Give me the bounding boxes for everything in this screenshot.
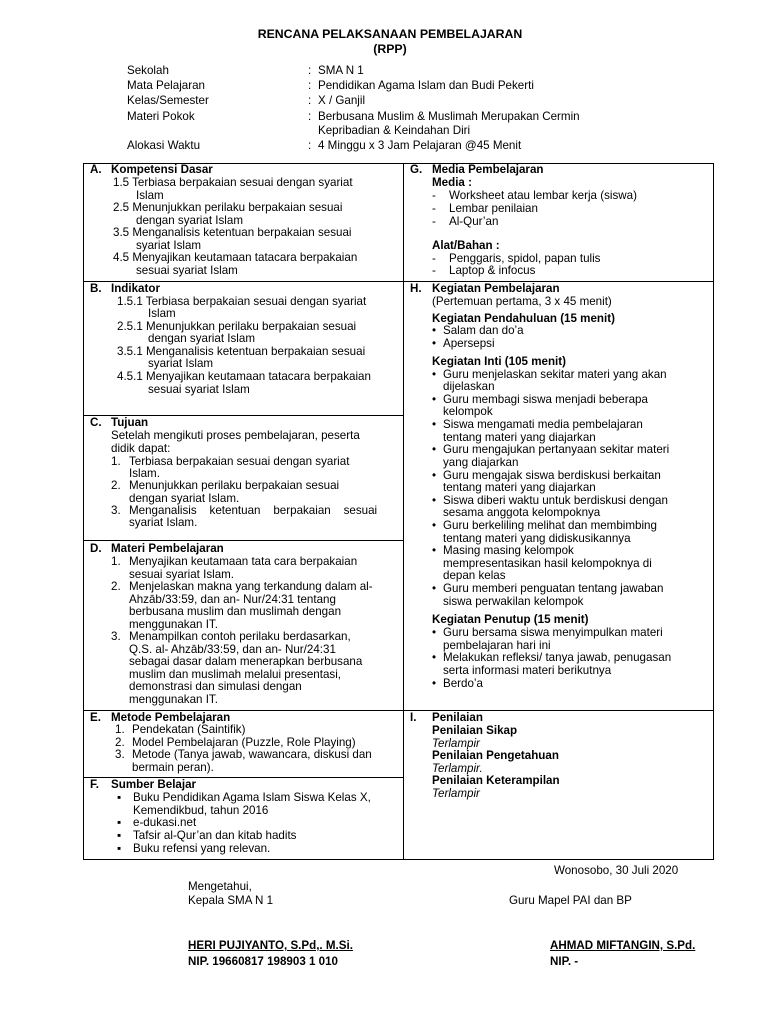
text-line: Tafsir al-Qur’an dan kitab hadits [133, 829, 297, 842]
meta-value: 4 Minggu x 3 Jam Pelajaran @45 Menit [318, 139, 522, 152]
section-letter: A. [90, 163, 102, 176]
section-letter: F. [90, 778, 100, 791]
bullet-icon: • [432, 418, 437, 431]
section-heading: Media Pembelajaran [432, 163, 544, 176]
section-heading: Kegiatan Pembelajaran [432, 282, 560, 295]
activity-line: tentang materi yang didiskusikannya [443, 532, 631, 545]
item-number: 3. [115, 748, 125, 761]
activity-line: siswa perwakilan kelompok [443, 595, 584, 608]
section-letter: B. [90, 282, 102, 295]
pendahuluan-heading: Kegiatan Pendahuluan (15 menit) [432, 312, 615, 325]
section-heading: Kompetensi Dasar [111, 163, 213, 176]
meta-value: X / Ganjil [318, 94, 366, 107]
text-line: Q.S. al- Ahzāb/33:59, dan an- Nur/24:31 [129, 643, 336, 656]
penutup-heading: Kegiatan Penutup (15 menit) [432, 613, 589, 626]
mengetahui-label: Mengetahui, [188, 880, 252, 893]
row-divider [83, 281, 714, 282]
activity-line: sesama anggota kelompoknya [443, 506, 601, 519]
activity-line: Melakukan refleksi/ tanya jawab, penugasan [443, 651, 672, 664]
meta-colon: : [308, 110, 312, 123]
activity-line: dijelaskan [443, 380, 495, 393]
activity-line: Guru berkeliling melihat dan membimbing [443, 519, 657, 532]
text-line: 1.5.1 Terbiasa berpakaian sesuai dengan syariat [117, 295, 367, 308]
bullet-icon: • [432, 494, 437, 507]
text-line: 4.5 Menyajikan keutamaan tatacara berpakaian [113, 251, 358, 264]
activity-line: Guru mengajak siswa berdiskusi berkaitan [443, 469, 661, 482]
text-line: Pendekatan (Saintifik) [132, 723, 246, 736]
bullet-icon: • [432, 337, 437, 350]
meta-label: Materi Pokok [127, 110, 195, 123]
text-line: Setelah mengikuti proses pembelajaran, peserta [111, 429, 360, 442]
text-line: 3.5.1 Menganalisis ketentuan berpakaian sesuai [117, 345, 366, 358]
activity-line: pembelajaran hari ini [443, 639, 551, 652]
activity-line: Guru memberi penguatan tentang jawaban [443, 582, 664, 595]
meta-colon: : [308, 79, 312, 92]
alat-item: Laptop & infocus [449, 264, 536, 277]
dash-icon: - [432, 202, 436, 215]
row-divider [83, 540, 404, 541]
text-line: menggunakan IT. [129, 693, 218, 706]
document-title: RENCANA PELAKSANAAN PEMBELAJARAN [257, 27, 523, 41]
meta-label: Sekolah [127, 64, 169, 77]
text-line: Metode (Tanya jawab, wawancara, diskusi dan [132, 748, 372, 761]
dash-icon: - [432, 215, 436, 228]
principal-name: HERI PUJIYANTO, S.Pd,. M.Si. [188, 939, 353, 952]
meta-label: Kelas/Semester [127, 94, 209, 107]
text-line: Kemendikbud, tahun 2016 [133, 804, 269, 817]
meta-value: Kepribadian & Keindahan Diri [318, 124, 471, 137]
section-letter: C. [90, 416, 102, 429]
activity-line: yang diajarkan [443, 456, 519, 469]
activity-line: kelompok [443, 405, 493, 418]
section-letter: G. [410, 163, 423, 176]
text-line: 1.5 Terbiasa berpakaian sesuai dengan syariat [113, 176, 353, 189]
bullet-icon: • [432, 626, 437, 639]
alat-label: Alat/Bahan : [432, 239, 500, 252]
bullet-icon: • [432, 544, 437, 557]
text-line: sesuai syariat Islam [136, 264, 238, 277]
text-line: 4.5.1 Menyajikan keutamaan tatacara berpakaian [117, 370, 371, 383]
meta-label: Alokasi Waktu [127, 139, 201, 152]
bullet-icon: • [432, 582, 437, 595]
text-line: sebagai dasar dalam menerapkan berbusana [129, 655, 363, 668]
section-letter: H. [410, 282, 422, 295]
section-heading: Materi Pembelajaran [111, 542, 224, 555]
square-bullet-icon: ▪ [117, 842, 122, 855]
text-line: syariat Islam [148, 357, 214, 370]
teacher-role: Guru Mapel PAI dan BP [509, 894, 632, 907]
penilaian-pengetahuan-value: Terlampir. [432, 762, 483, 775]
bullet-icon: • [432, 324, 437, 337]
penilaian-keterampilan-label: Penilaian Keterampilan [432, 774, 560, 787]
dash-icon: - [432, 189, 436, 202]
activity-line: Apersepsi [443, 337, 495, 350]
penilaian-keterampilan-value: Terlampir [432, 787, 480, 800]
text-line: Buku refensi yang relevan. [133, 842, 271, 855]
principal-nip: NIP. 19660817 198903 1 010 [188, 955, 338, 968]
activity-line: Guru menjelaskan sekitar materi yang akan [443, 368, 667, 381]
text-line: sesuai syariat Islam [148, 383, 250, 396]
section-letter: D. [90, 542, 102, 555]
item-number: 2. [115, 736, 125, 749]
principal-role: Kepala SMA N 1 [188, 894, 274, 907]
text-line: 2.5 Menunjukkan perilaku berpakaian sesuai [113, 201, 343, 214]
teacher-nip: NIP. - [550, 955, 579, 968]
column-divider [403, 163, 404, 860]
text-line: muslim dan muslimah melalui presentasi, [129, 668, 341, 681]
text-line: Menjelaskan makna yang terkandung dalam al- [129, 580, 373, 593]
section-heading: Indikator [111, 282, 160, 295]
activity-line: tentang materi yang diajarkan [443, 431, 596, 444]
penilaian-sikap-label: Penilaian Sikap [432, 724, 518, 737]
penilaian-sikap-value: Terlampir [432, 737, 480, 750]
dash-icon: - [432, 252, 436, 265]
activity-line: Masing masing kelompok [443, 544, 574, 557]
bullet-icon: • [432, 469, 437, 482]
text-line: e-dukasi.net [133, 816, 197, 829]
bullet-icon: • [432, 393, 437, 406]
meta-colon: : [308, 94, 312, 107]
text-line: Menampilkan contoh perilaku berdasarkan, [129, 630, 351, 643]
section-heading: Tujuan [111, 416, 149, 429]
bullet-icon: • [432, 677, 437, 690]
text-line: Menganalisis ketentuan berpakaian sesuai [129, 504, 378, 517]
text-line: sesuai syariat Islam. [129, 568, 235, 581]
text-line: Terbiasa berpakaian sesuai dengan syariat [129, 455, 350, 468]
section-heading: Penilaian [432, 711, 483, 724]
meta-label: Mata Pelajaran [127, 79, 205, 92]
meta-value: Pendidikan Agama Islam dan Budi Pekerti [318, 79, 534, 92]
text-line: menggunakan IT. [129, 618, 218, 631]
text-line: Islam. [129, 467, 160, 480]
bullet-icon: • [432, 368, 437, 381]
bullet-icon: • [432, 519, 437, 532]
media-label: Media : [432, 176, 472, 189]
text-line: dengan syariat Islam. [129, 492, 240, 505]
text-line: 2.5.1 Menunjukkan perilaku berpakaian sesuai [117, 320, 357, 333]
item-number: 3. [111, 504, 121, 517]
section-heading: Sumber Belajar [111, 778, 197, 791]
activity-line: Guru mengajukan pertanyaan sekitar materi [443, 443, 670, 456]
text-line: Ahzāb/33:59, dan an- Nur/24:31 tentang [129, 593, 336, 606]
section-heading: Metode Pembelajaran [111, 711, 231, 724]
item-number: 1. [111, 455, 121, 468]
section-letter: E. [90, 711, 101, 724]
bullet-icon: • [432, 443, 437, 456]
activity-line: tentang materi yang diajarkan [443, 481, 596, 494]
text-line: Model Pembelajaran (Puzzle, Role Playing) [132, 736, 356, 749]
activity-line: mempresentasikan hasil kelompoknya di [443, 557, 652, 570]
text-line: Islam [136, 189, 164, 202]
text-line: Menyajikan keutamaan tata cara berpakaian [129, 555, 358, 568]
text-line: Buku Pendidikan Agama Islam Siswa Kelas X, [133, 791, 371, 804]
alat-item: Penggaris, spidol, papan tulis [449, 252, 601, 265]
item-number: 2. [111, 479, 121, 492]
text-line: didik dapat: [111, 442, 171, 455]
text-line: bermain peran). [132, 761, 214, 774]
square-bullet-icon: ▪ [117, 791, 122, 804]
meta-value: Berbusana Muslim & Muslimah Merupakan Cermin [318, 110, 580, 123]
section-letter: I. [410, 711, 417, 724]
text-line: berbusana muslim dan muslimah dengan [129, 605, 342, 618]
document-subtitle: (RPP) [373, 42, 407, 56]
media-item: Al-Qur’an [449, 215, 499, 228]
media-item: Worksheet atau lembar kerja (siswa) [449, 189, 637, 202]
meta-colon: : [308, 64, 312, 77]
text-line: dengan syariat Islam [136, 214, 243, 227]
bullet-icon: • [432, 651, 437, 664]
text-line: dengan syariat Islam [148, 332, 255, 345]
meta-value: SMA N 1 [318, 64, 364, 77]
text-line: syariat Islam. [129, 516, 198, 529]
item-number: 3. [111, 630, 121, 643]
activity-line: Salam dan do’a [443, 324, 524, 337]
activity-line: depan kelas [443, 569, 506, 582]
activity-line: serta informasi materi berikutnya [443, 664, 612, 677]
text-line: 3.5 Menganalisis ketentuan berpakaian sesuai [113, 226, 352, 239]
teacher-name: AHMAD MIFTANGIN, S.Pd. [550, 939, 696, 952]
media-item: Lembar penilaian [449, 202, 538, 215]
activity-line: Guru bersama siswa menyimpulkan materi [443, 626, 663, 639]
item-number: 2. [111, 580, 121, 593]
text-line: demonstrasi dan simulasi dengan [129, 680, 302, 693]
dash-icon: - [432, 264, 436, 277]
activity-line: Berdo’a [443, 677, 483, 690]
activity-line: Siswa diberi waktu untuk berdiskusi dengan [443, 494, 668, 507]
penilaian-pengetahuan-label: Penilaian Pengetahuan [432, 749, 559, 762]
item-number: 1. [111, 555, 121, 568]
text-line: Menunjukkan perilaku berpakaian sesuai [129, 479, 340, 492]
activity-line: Guru membagi siswa menjadi beberapa [443, 393, 648, 406]
text-line: syariat Islam [136, 239, 202, 252]
square-bullet-icon: ▪ [117, 816, 122, 829]
place-date: Wonosobo, 30 Juli 2020 [554, 864, 679, 877]
inti-heading: Kegiatan Inti (105 menit) [432, 355, 566, 368]
square-bullet-icon: ▪ [117, 829, 122, 842]
meeting-info: (Pertemuan pertama, 3 x 45 menit) [432, 295, 612, 308]
item-number: 1. [115, 723, 125, 736]
text-line: Islam [148, 307, 176, 320]
meta-colon: : [308, 139, 312, 152]
activity-line: Siswa mengamati media pembelajaran [443, 418, 643, 431]
